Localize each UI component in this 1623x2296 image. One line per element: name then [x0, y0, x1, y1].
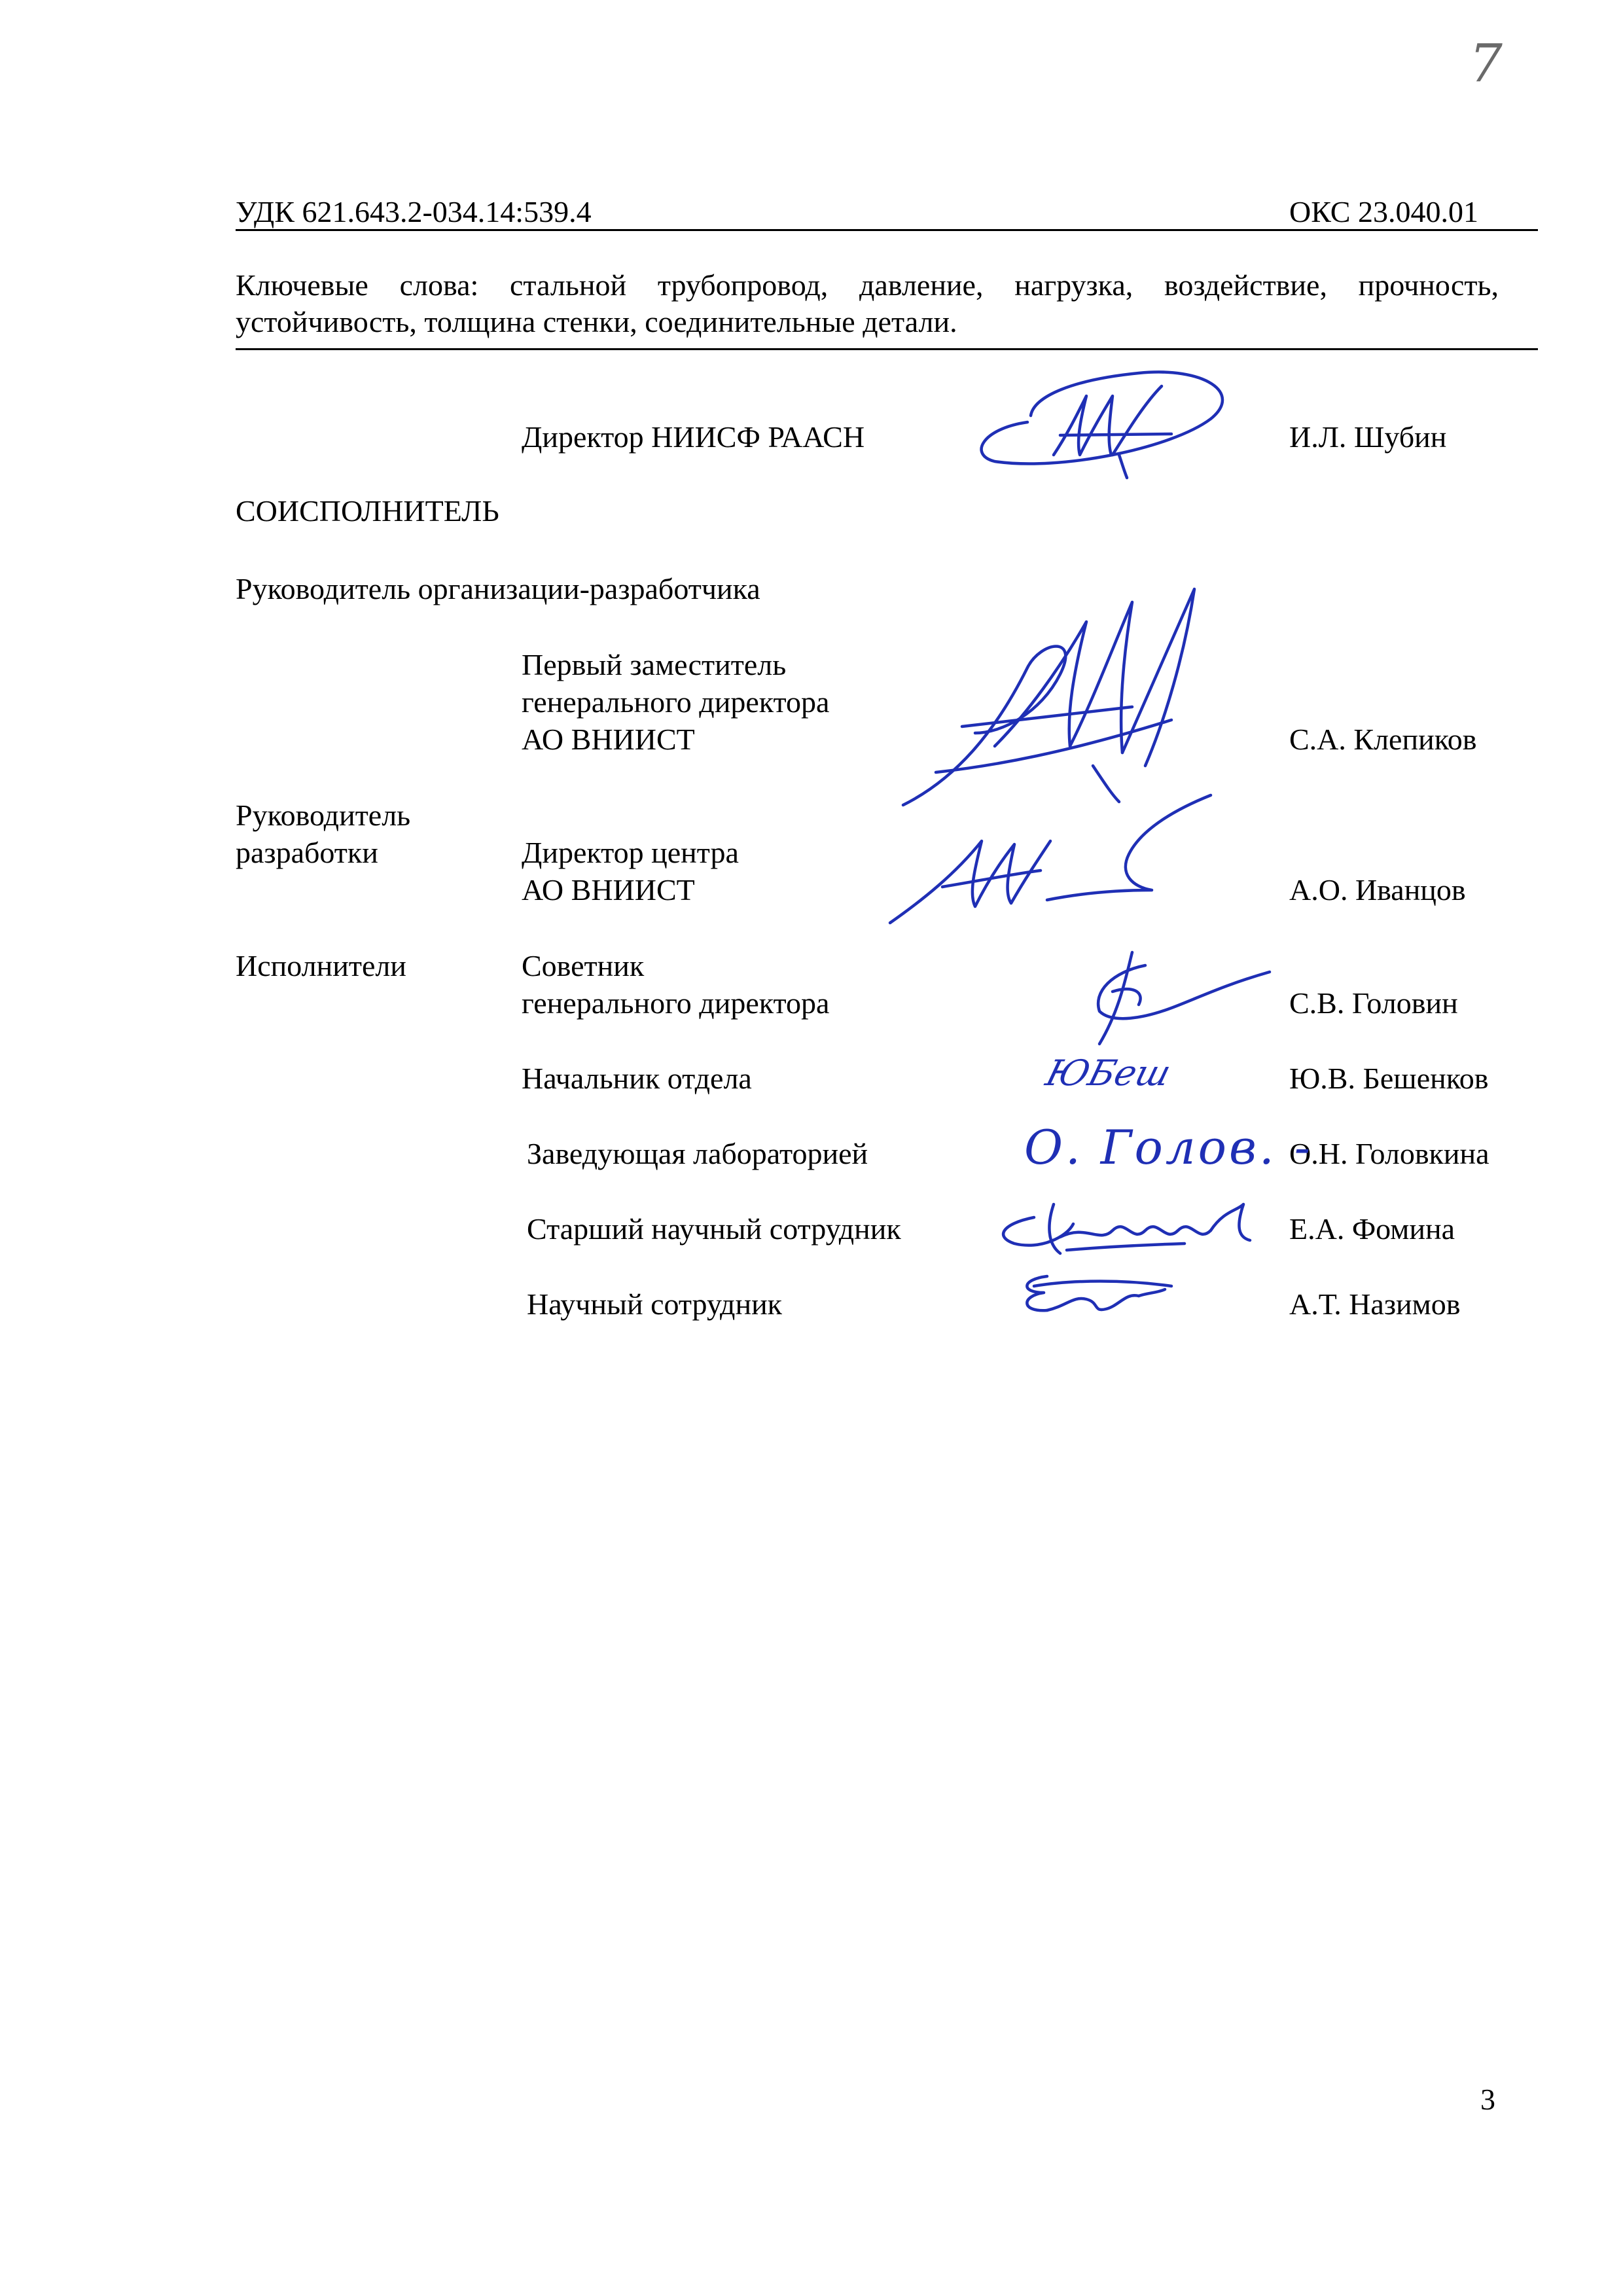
- org-head-position-line-1: Первый заместитель: [522, 648, 787, 681]
- executor-5-position: Научный сотрудник: [527, 1287, 783, 1321]
- director-name: И.Л. Шубин: [1289, 420, 1447, 454]
- coexecutor-heading: СОИСПОЛНИТЕЛЬ: [236, 494, 499, 528]
- executor-1-name: С.В. Головин: [1289, 986, 1458, 1020]
- director-position: Директор НИИСФ РААСН: [522, 420, 865, 454]
- executor-2-position: Начальник отдела: [522, 1062, 752, 1095]
- oks-code: ОКС 23.040.01: [1289, 195, 1478, 228]
- org-head-role: Руководитель организации-разработчика: [236, 572, 760, 605]
- udk-code: УДК 621.643.2-034.14:539.4: [236, 195, 592, 228]
- keywords-rule: [236, 348, 1538, 350]
- dev-head-role-line-2: разработки: [236, 836, 378, 869]
- dev-head-position-line-1: Директор центра: [522, 836, 739, 869]
- org-head-position-line-2: генерального директора: [522, 685, 830, 719]
- dev-head-name: А.О. Иванцов: [1289, 873, 1466, 906]
- org-head-signature: [897, 569, 1315, 818]
- executor-3-signature: О. Голов. -: [1024, 1120, 1313, 1175]
- header-rule: [236, 229, 1538, 231]
- dev-head-position-line-2: АО ВНИИСТ: [522, 873, 695, 906]
- executor-3-name: О.Н. Головкина: [1289, 1137, 1489, 1170]
- executor-1-signature: [1073, 946, 1296, 1050]
- page-number: 3: [1480, 2083, 1495, 2116]
- executor-2-name: Ю.В. Бешенков: [1289, 1062, 1489, 1095]
- director-signature: [955, 357, 1243, 481]
- executor-1-position-line-1: Советник: [522, 949, 645, 982]
- executor-4-name: Е.А. Фомина: [1289, 1212, 1455, 1246]
- executor-3-position: Заведующая лабораторией: [527, 1137, 868, 1170]
- org-head-name: С.А. Клепиков: [1289, 723, 1477, 756]
- org-head-position-line-3: АО ВНИИСТ: [522, 723, 695, 756]
- dev-head-role-line-1: Руководитель: [236, 798, 411, 832]
- executor-5-signature: [1008, 1263, 1178, 1322]
- sheet-number: 7: [1469, 33, 1503, 94]
- executor-4-signature: [988, 1191, 1263, 1270]
- executor-5-name: А.Т. Назимов: [1289, 1287, 1461, 1321]
- executor-1-position-line-2: генерального директора: [522, 986, 830, 1020]
- executor-2-signature: ЮБеш: [1041, 1052, 1175, 1094]
- executors-label: Исполнители: [236, 949, 406, 982]
- executor-4-position: Старший научный сотрудник: [527, 1212, 901, 1246]
- dev-head-signature: [883, 782, 1224, 933]
- keywords-paragraph: Ключевые слова: стальной трубопровод, давление, нагрузка, воздействие, прочность, устойчивость, толщина стенки, соединительные детали.: [236, 268, 1499, 338]
